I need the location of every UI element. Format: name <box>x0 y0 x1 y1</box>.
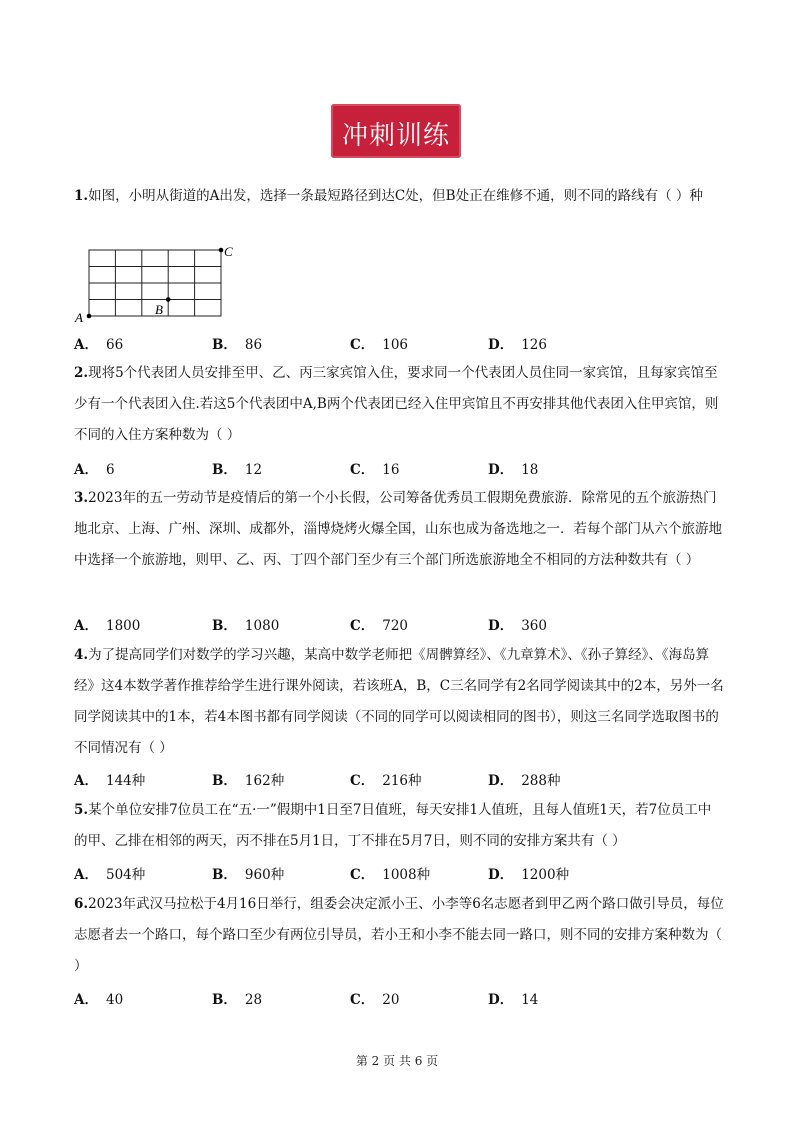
option-d[interactable]: D． 288种 <box>488 773 561 789</box>
option-c[interactable]: C． 20 <box>350 992 400 1008</box>
question-4 <box>74 640 724 764</box>
question-5 <box>74 795 724 857</box>
options-2 <box>74 458 724 478</box>
question-number: 5. <box>74 802 89 818</box>
question-text: 2023年武汉马拉松于4月16日举行，组委会决定派小王、小李等6名志愿者到甲乙两个路口做引导员，每位志愿者去一个路口，每个路口至少有两位引导员，若小王和小李不能去同一路口，则不同的安排方案种数为（ ） <box>74 896 724 974</box>
street-grid-figure <box>74 244 244 324</box>
option-c[interactable]: C． 106 <box>350 337 409 353</box>
option-b[interactable]: B． 162种 <box>212 773 285 789</box>
option-a[interactable]: A． 1800 <box>74 618 141 634</box>
option-d[interactable]: D． 1200种 <box>488 867 570 883</box>
question-text: 现将5个代表团人员安排至甲、乙、丙三家宾馆入住，要求同一个代表团人员住同一家宾馆，且每家宾馆至少有一个代表团入住.若这5个代表团中A,B两个代表团已经入住甲宾馆且不再安排其他代表团入住甲宾馆，则不同的入住方案种数为（ ） <box>74 365 719 443</box>
option-a[interactable]: A． 504种 <box>74 867 146 883</box>
point-c-label: C <box>224 244 233 259</box>
question-1 <box>74 181 724 212</box>
question-text: 2023年的五一劳动节是疫情后的第一个小长假，公司筹备优秀员工假期免费旅游．除常见的五个旅游热门地北京、上海、广州、深圳、成都外，淄博烧烤火爆全国，山东也成为备选地之一．若每个部门从六个旅游地中选择一个旅游地，则甲、乙、丙、丁四个部门至少有三个部门所选旅游地全不相同的方法种数共有（ ） <box>74 490 722 568</box>
options-3 <box>74 614 724 634</box>
option-c[interactable]: C． 1008种 <box>350 867 431 883</box>
option-d[interactable]: D． 18 <box>488 462 539 478</box>
section-banner <box>331 104 461 158</box>
question-3 <box>74 483 724 576</box>
options-5 <box>74 863 724 883</box>
option-c[interactable]: C． 16 <box>350 462 400 478</box>
option-a[interactable]: A． 6 <box>74 462 115 478</box>
options-4 <box>74 769 724 789</box>
point-b-label: B <box>155 302 163 317</box>
option-c[interactable]: C． 720 <box>350 618 409 634</box>
question-text: 如图，小明从街道的A出发，选择一条最短路径到达C处，但B处正在维修不通，则不同的路线有（ ）种 <box>88 188 703 204</box>
question-number: 6. <box>74 896 89 912</box>
question-text: 某个单位安排7位员工在“五·一”假期中1日至7日值班，每天安排1人值班，且每人值班1天，若7位员工中的甲、乙排在相邻的两天，丙不排在5月1日，丁不排在5月7日，则不同的安排方案共有（ ） <box>74 802 712 849</box>
option-b[interactable]: B． 28 <box>212 992 263 1008</box>
question-number: 2. <box>74 365 89 381</box>
option-a[interactable]: A． 66 <box>74 337 124 353</box>
question-number: 3. <box>74 490 89 506</box>
question-number: 1. <box>74 188 89 204</box>
question-6 <box>74 889 724 982</box>
option-c[interactable]: C． 216种 <box>350 773 422 789</box>
question-2 <box>74 358 724 451</box>
point-a-marker <box>87 314 92 319</box>
options-6 <box>74 988 724 1008</box>
question-text: 为了提高同学们对数学的学习兴趣，某高中数学老师把《周髀算经》、《九章算术》、《孙子算经》、《海岛算经》这4本数学著作推荐给学生进行课外阅读，若该班A，B，C三名同学有2名同学阅读其中的2本，另外一名同学阅读其中的1本，若4本图书都有同学阅读（不同的同学可以阅读相同的图书），则这三名同学选取图书的不同情况有（ ） <box>74 647 724 756</box>
option-b[interactable]: B． 12 <box>212 462 263 478</box>
point-a-label: A <box>75 310 83 324</box>
option-d[interactable]: D． 360 <box>488 618 547 634</box>
point-c-marker <box>219 248 224 253</box>
option-b[interactable]: B． 1080 <box>212 618 280 634</box>
option-b[interactable]: B． 86 <box>212 337 263 353</box>
option-b[interactable]: B． 960种 <box>212 867 285 883</box>
point-b-marker <box>166 297 171 302</box>
option-a[interactable]: A． 144种 <box>74 773 146 789</box>
option-d[interactable]: D． 126 <box>488 337 547 353</box>
page-footer: 第 2 页 共 6 页 <box>355 1054 439 1068</box>
option-d[interactable]: D． 14 <box>488 992 539 1008</box>
options-1 <box>74 333 724 353</box>
banner-title: 冲刺训练 <box>341 121 450 151</box>
option-a[interactable]: A． 40 <box>74 992 124 1008</box>
question-number: 4. <box>74 647 89 663</box>
